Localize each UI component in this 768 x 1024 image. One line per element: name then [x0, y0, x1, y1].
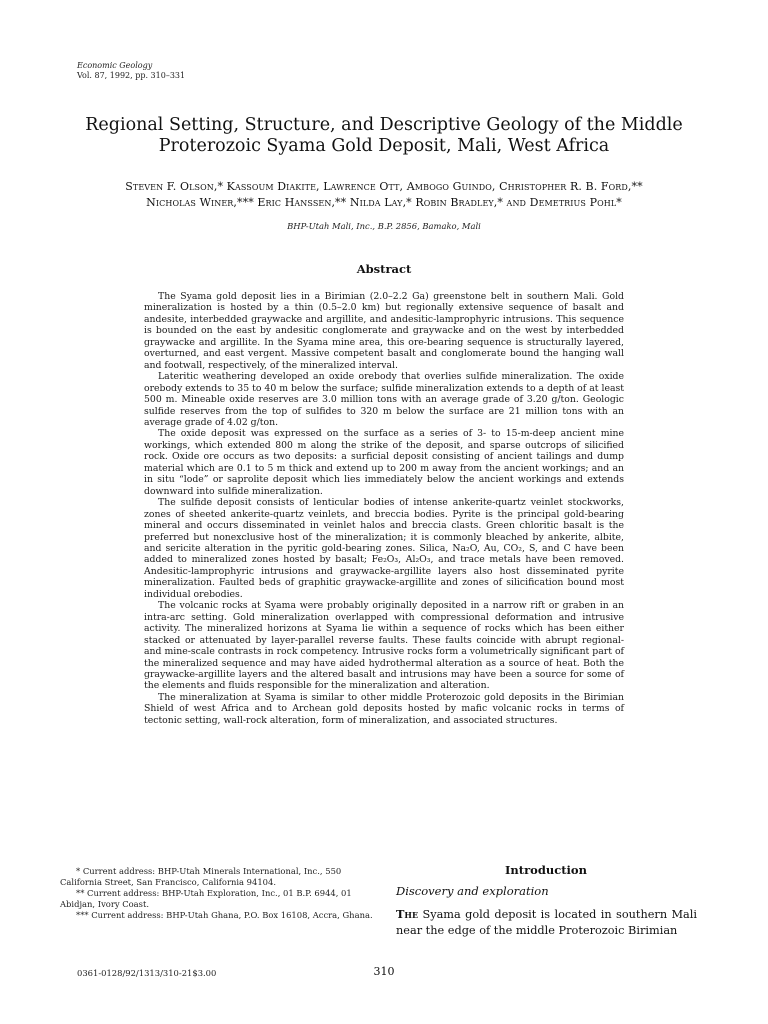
abstract-paragraph: Lateritic weathering developed an oxide orebody that overlies sulfide mineralization. The oxide orebody extends to 35 to 40 m below the surface; sulfide mineralization extends to a depth of at least 500 m. Mineable oxide reserves are 3.0 million tons with an average grade of 3.20 g/ton. Geologic sulfide reserves from the top of sulfides to 320 m below the surface are 21 million tons with an average grade of 4.02 g/ton.: [144, 371, 624, 428]
authors-line-1: Steven F. Olson,* Kassoum Diakite, Lawrence Ott, Ambogo Guindo, Christopher R. B. Ford,**: [125, 180, 643, 193]
footnote: ** Current address: BHP-Utah Exploration, Inc., 01 B.P. 6944, 01 Abidjan, Ivory Coast.: [60, 888, 352, 909]
introduction-lead-word: The: [396, 907, 419, 921]
abstract-paragraph: The mineralization at Syama is similar to other middle Proterozoic gold deposits in the Birimian Shield of west Africa and to Archean gold deposits hosted by mafic volcanic rocks in terms of tectonic setting, wall-rock alteration, form of mineralization, and associated structures.: [144, 691, 624, 726]
journal-name: Economic Geology: [77, 61, 153, 70]
abstract-heading: Abstract: [356, 262, 412, 276]
issn-code: 0361-0128/92/1313/310-21$3.00: [77, 968, 217, 978]
abstract-paragraph: The sulfide deposit consists of lenticular bodies of intense ankerite-quartz veinlet stockworks, zones of sheeted ankerite-quartz veinlets, and breccia bodies. Pyrite is the principal gold-bearing mineral and occurs disseminated in veinlet halos and breccia clasts. Green chloritic basalt is the preferred but nonexclusive host of the mineralization; it is commonly bleached by ankerite, albite, and sericite alteration in the pyritic gold-bearing zones. Silica, Na₂O, Au, CO₂, S, and C have been added to mineralized zones hosted by basalt; Fe₂O₃, Al₂O₃, and trace metals have been removed. Andesitic-lamprophyric intrusions and graywacke-argillite layers also host disseminated pyrite mineralization. Faulted beds of graphitic graywacke-argillite and zones of silicification bound most individual orebodies.: [144, 497, 624, 600]
author-list: [60, 179, 708, 210]
abstract-paragraph: The volcanic rocks at Syama were probably originally deposited in a narrow rift or graben in an intra-arc setting. Gold mineralization overlapped with compressional deformation and intrusive activity. The mineralized horizons at Syama lie within a sequence of rocks which has been either stacked or attenuated by layer-parallel reverse faults. These faults coincide with abrupt regional- and mine-scale contrasts in rock competency. Intrusive rocks form a volumetrically significant part of the mineralized sequence and may have aided hydrothermal alteration as a source of heat. Both the graywacke-argillite layers and the altered basalt and intrusions may have been a source for some of the elements and fluids responsible for the mineralization and alteration.: [144, 600, 624, 692]
authors-line-2: Nicholas Winer,*** Eric Hanssen,** Nilda Lay,* Robin Bradley,* and Demetrius Pohl*: [146, 195, 622, 209]
introduction-body: Syama gold deposit is located in southern Mali near the edge of the middle Proterozoic Birimian: [396, 908, 697, 937]
title-line-1: Regional Setting, Structure, and Descriptive Geology of the Middle: [85, 115, 683, 135]
title-line-2: Proterozoic Syama Gold Deposit, Mali, West Africa: [158, 136, 610, 156]
author-affiliation: BHP-Utah Mali, Inc., B.P. 2856, Bamako, Mali: [287, 221, 481, 231]
abstract-paragraph: The oxide deposit was expressed on the surface as a series of 3- to 15-m-deep ancient mine workings, which extended 800 m along the strike of the deposit, and sparse outcrops of silicified rock. Oxide ore occurs as two deposits: a surficial deposit consisting of ancient tailings and dump material which are 0.1 to 5 m thick and extend up to 200 m away from the ancient workings; and an in situ “lode” or saprolite deposit which lies immediately below the ancient workings and extends downward into sulfide mineralization.: [144, 428, 624, 497]
footnote: * Current address: BHP-Utah Minerals International, Inc., 550 California Street, San Francisco, California 94104.: [60, 866, 342, 887]
introduction-text: [396, 907, 697, 938]
journal-volume: Vol. 87, 1992, pp. 310–331: [77, 70, 186, 80]
subsection-heading: Discovery and exploration: [396, 884, 549, 898]
introduction-heading: Introduction: [505, 863, 587, 877]
article-title: [60, 115, 708, 157]
footnotes: [60, 866, 382, 921]
page-number: 310: [373, 965, 395, 978]
abstract-paragraph: The Syama gold deposit lies in a Birimian (2.0–2.2 Ga) greenstone belt in southern Mali. Gold mineralization is hosted by a thin (0.5–2.0 km) but regionally extensive sequence of basalt and andesite, interbedded graywacke and argillite, and andesitic-lamprophyric intrusions. This sequence is bounded on the east by andesitic conglomerate and graywacke and on the west by interbedded graywacke and argillite. In the Syama mine area, this ore-bearing sequence is structurally layered, overturned, and east vergent. Massive competent basalt and conglomerate bound the hanging wall and footwall, respectively, of the mineralized interval.: [144, 291, 624, 371]
journal-citation: [77, 61, 185, 80]
abstract-body: [144, 291, 624, 726]
footnote: *** Current address: BHP-Utah Ghana, P.O. Box 16108, Accra, Ghana.: [76, 910, 373, 920]
